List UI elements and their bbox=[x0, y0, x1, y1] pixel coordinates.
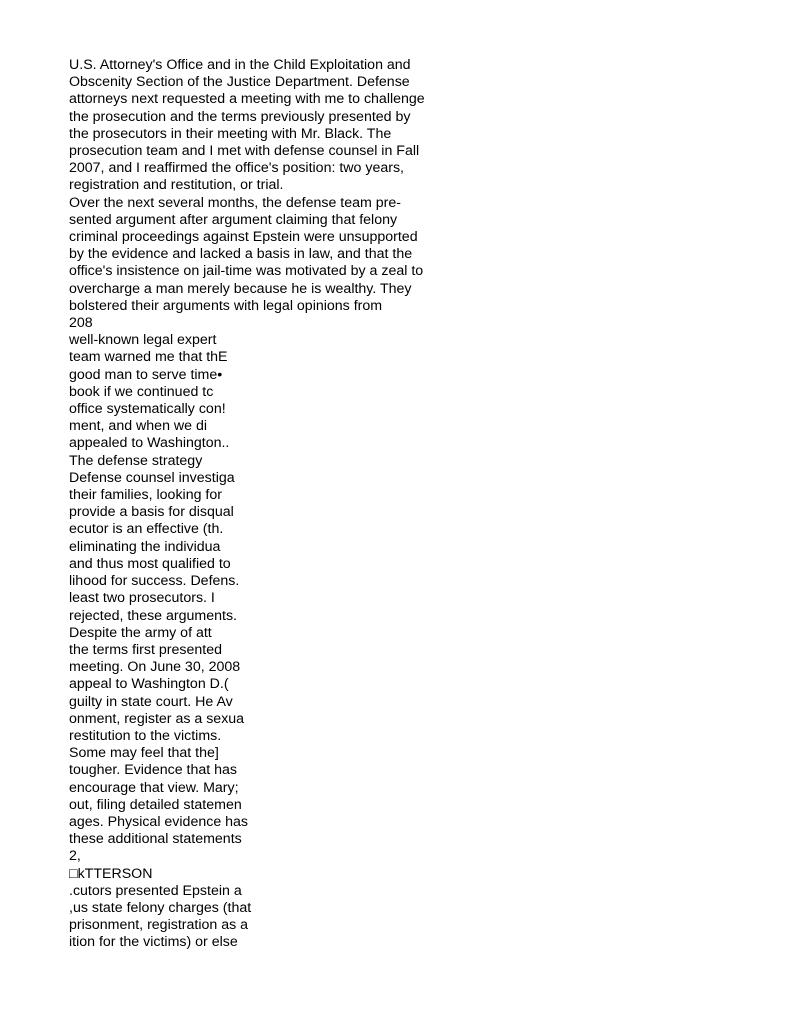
text-line: Defense counsel investiga bbox=[69, 469, 235, 486]
text-line: ages. Physical evidence has bbox=[69, 813, 249, 830]
text-line: criminal proceedings against Epstein were unsupported bbox=[69, 229, 418, 246]
text-line: prisonment, registration as a bbox=[69, 917, 249, 934]
text-line: book if we continued tc bbox=[69, 383, 214, 400]
text-line: and thus most qualified to bbox=[69, 555, 231, 572]
text-line: the terms first presented bbox=[69, 641, 222, 658]
text-line: Despite the army of att bbox=[69, 624, 212, 641]
text-line: 2007, and I reaffirmed the office's position: two years, bbox=[69, 160, 404, 177]
text-line: provide a basis for disqual bbox=[69, 504, 234, 521]
text-line: Some may feel that the] bbox=[69, 745, 219, 762]
text-line: appeal to Washington D.( bbox=[69, 676, 229, 693]
text-line: 208 bbox=[69, 315, 93, 332]
text-line: ment, and when we di bbox=[69, 418, 208, 435]
text-line: eliminating the individua bbox=[69, 538, 221, 555]
text-line: guilty in state court. He Av bbox=[69, 693, 233, 710]
text-line: these additional statements bbox=[69, 831, 242, 848]
text-line: the prosecution and the terms previously presented by bbox=[69, 108, 411, 125]
text-line: ition for the victims) or else bbox=[69, 934, 238, 951]
text-line: sented argument after argument claiming that felony bbox=[69, 211, 398, 228]
text-line: ,us state felony charges (that bbox=[69, 899, 252, 916]
text-line: 2, bbox=[69, 848, 81, 865]
text-line: lihood for success. Defens. bbox=[69, 573, 240, 590]
document-page bbox=[69, 57, 469, 952]
text-line: □kTTERSON bbox=[69, 865, 153, 882]
text-line: tougher. Evidence that has bbox=[69, 762, 238, 779]
text-line: rejected, these arguments. bbox=[69, 607, 237, 624]
text-line: meeting. On June 30, 2008 bbox=[69, 659, 241, 676]
text-line: office's insistence on jail-time was motivated by a zeal to bbox=[69, 263, 424, 280]
text-line: Over the next several months, the defense team pre- bbox=[69, 194, 401, 211]
text-line: office systematically con! bbox=[69, 401, 226, 418]
text-line: bolstered their arguments with legal opinions from bbox=[69, 297, 383, 314]
text-line: team warned me that thE bbox=[69, 349, 228, 366]
text-line: Obscenity Section of the Justice Department. Defense bbox=[69, 74, 410, 91]
text-line: attorneys next requested a meeting with me to challenge bbox=[69, 91, 425, 108]
text-line: the prosecutors in their meeting with Mr. Black. The bbox=[69, 125, 392, 142]
text-line: out, filing detailed statemen bbox=[69, 796, 242, 813]
text-line: The defense strategy bbox=[69, 452, 203, 469]
text-line: least two prosecutors. I bbox=[69, 590, 215, 607]
text-line: restitution to the victims. bbox=[69, 727, 222, 744]
text-line: their families, looking for bbox=[69, 487, 222, 504]
text-line: by the evidence and lacked a basis in law, and that the bbox=[69, 246, 413, 263]
text-line: good man to serve time• bbox=[69, 366, 223, 383]
text-line: prosecution team and I met with defense counsel in Fall bbox=[69, 143, 420, 160]
text-line: overcharge a man merely because he is wealthy. They bbox=[69, 280, 412, 297]
text-line: .cutors presented Epstein a bbox=[69, 882, 242, 899]
text-line: appealed to Washington.. bbox=[69, 435, 230, 452]
text-line: onment, register as a sexua bbox=[69, 710, 245, 727]
text-line: well-known legal expert bbox=[69, 332, 217, 349]
text-line: ecutor is an effective (th. bbox=[69, 521, 224, 538]
text-line: encourage that view. Mary; bbox=[69, 779, 239, 796]
text-line: U.S. Attorney's Office and in the Child Exploitation and bbox=[69, 57, 411, 73]
text-line: registration and restitution, or trial. bbox=[69, 177, 284, 194]
